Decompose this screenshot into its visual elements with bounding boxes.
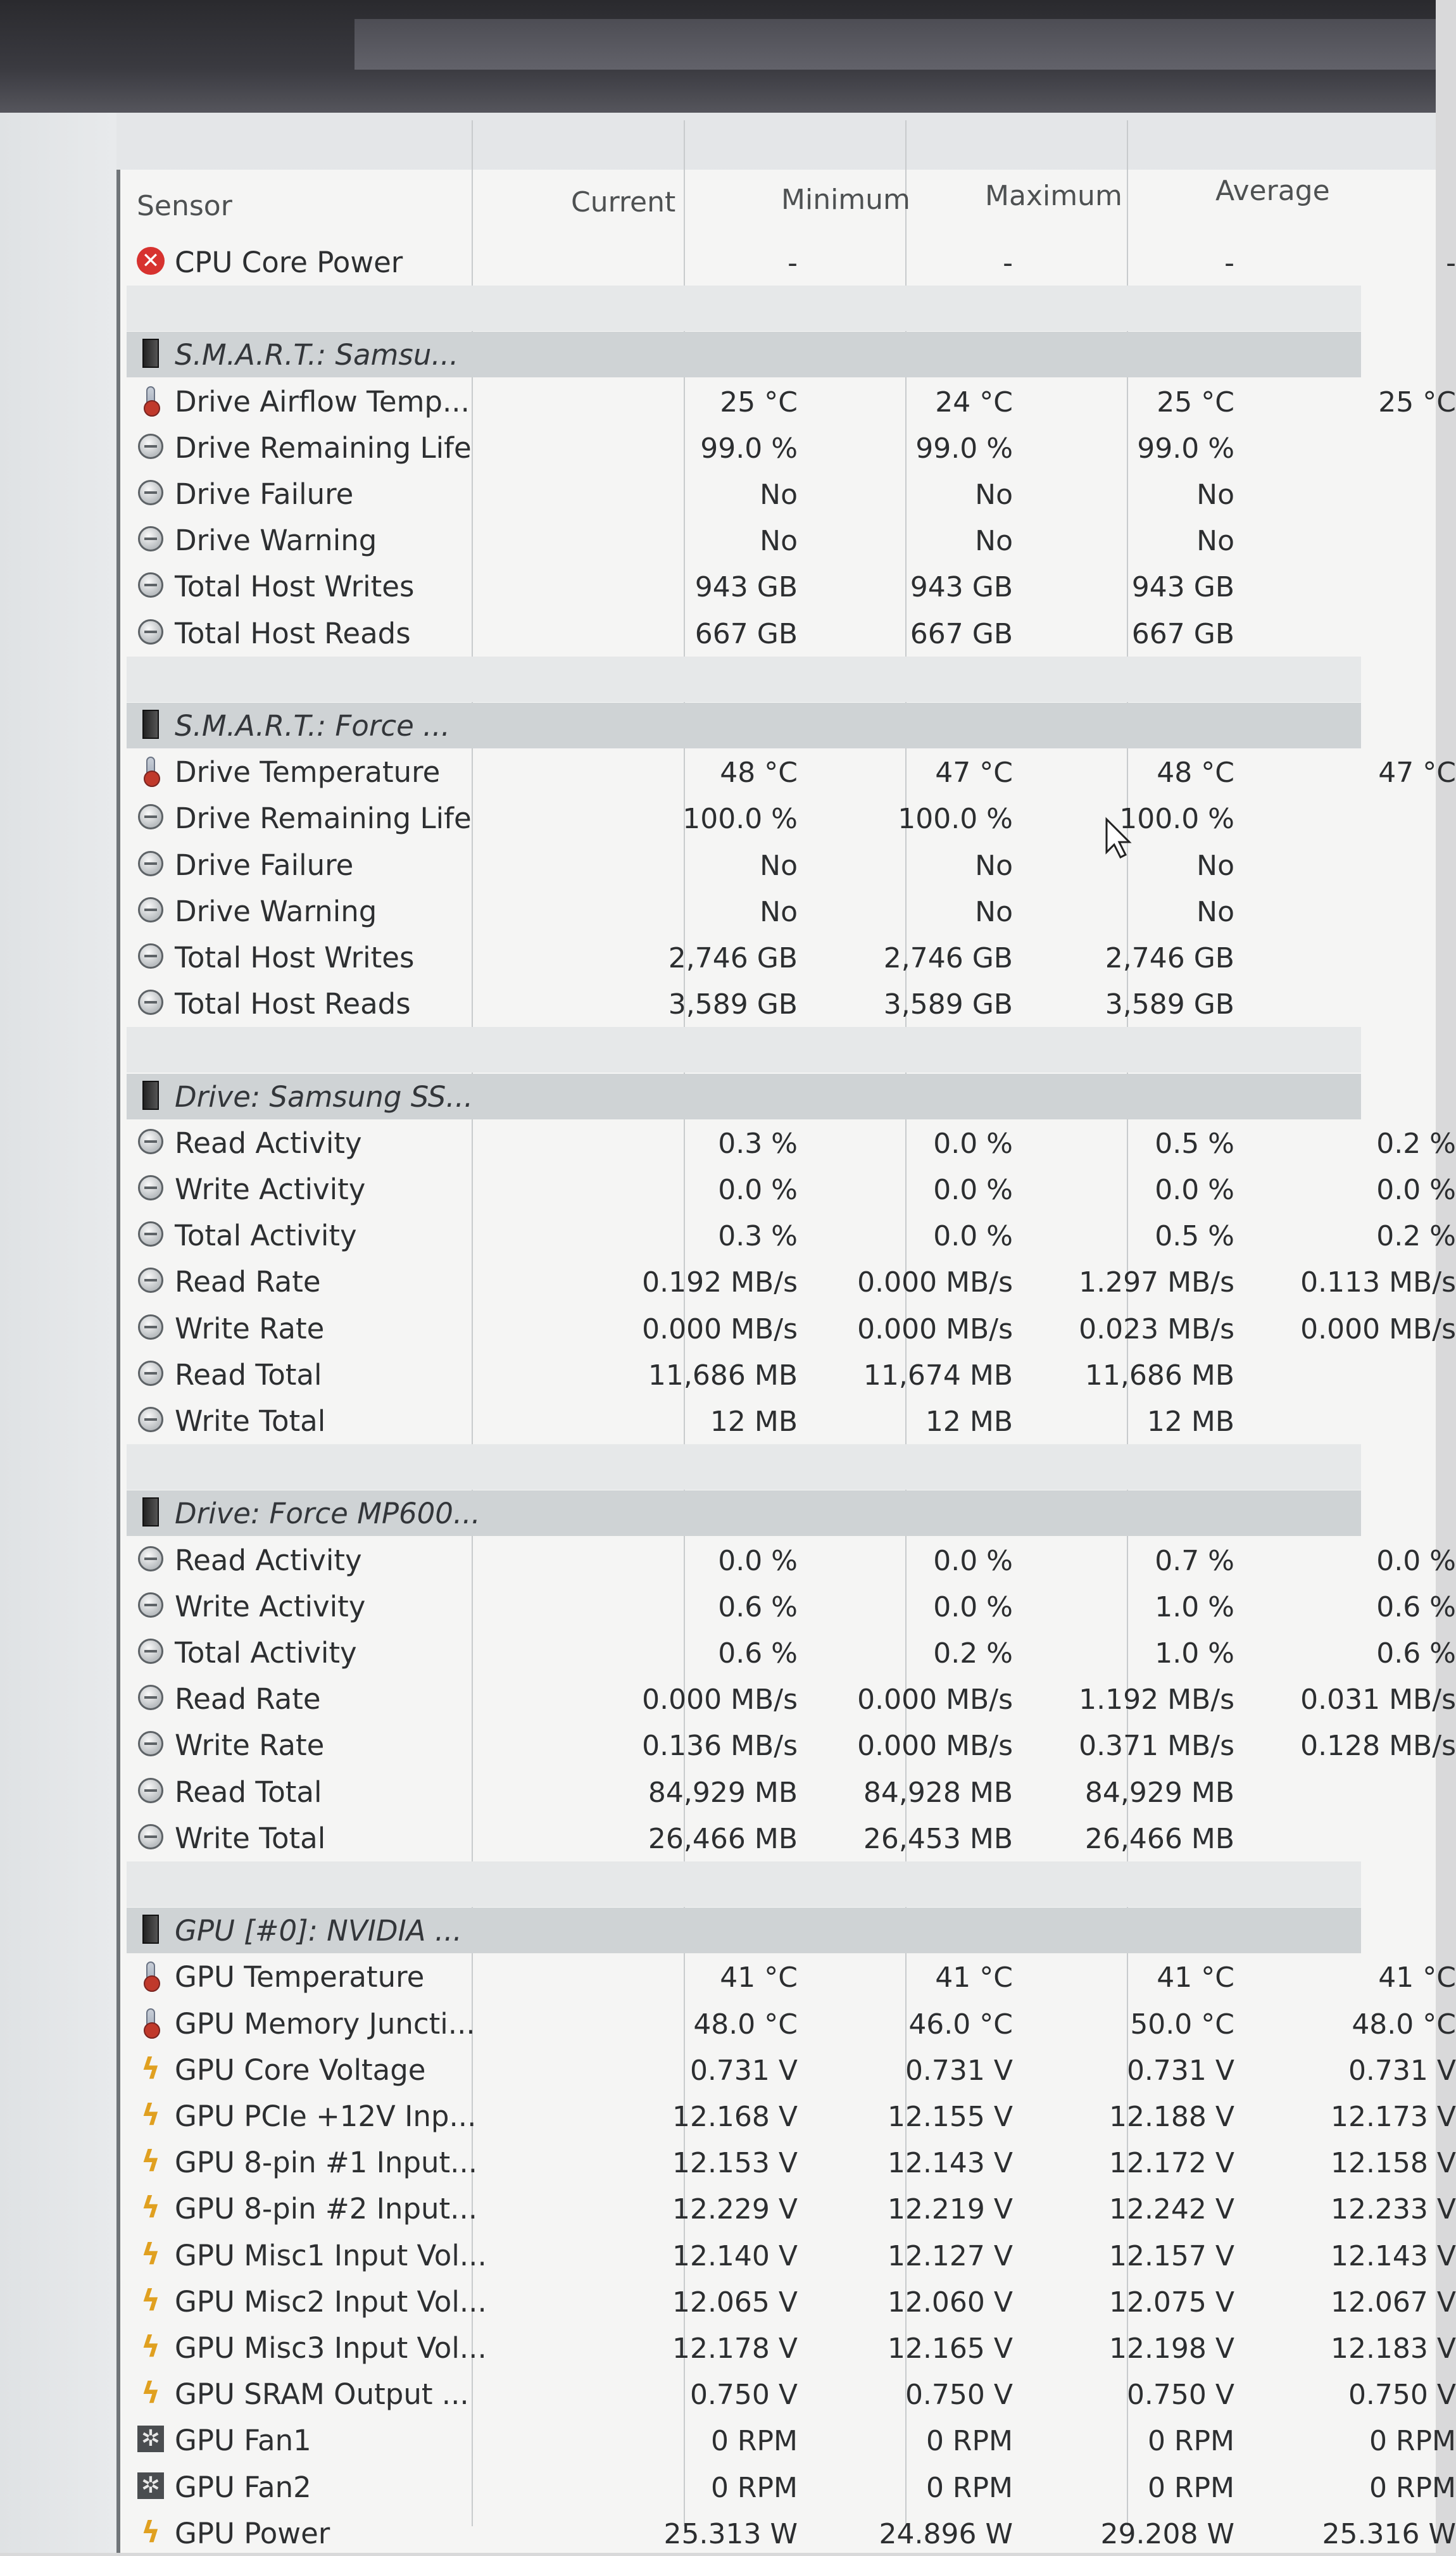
sensor-row[interactable] — [127, 935, 1361, 980]
maximum-value: 12.188 V — [1108, 2101, 1234, 2133]
sensor-row[interactable] — [127, 610, 1361, 656]
sensor-row[interactable] — [127, 1583, 1456, 1629]
bezel-highlight — [355, 19, 1436, 70]
maximum-value: 1.0 % — [1155, 1637, 1234, 1670]
sensor-row[interactable] — [127, 1676, 1456, 1722]
sensor-row[interactable] — [127, 1954, 1456, 1999]
sensor-name: Drive Temperature — [175, 755, 441, 790]
group-spacer — [127, 1861, 1361, 1907]
maximum-value: 12.242 V — [1108, 2193, 1234, 2226]
sensor-name: GPU Misc3 Input Vol... — [175, 2331, 487, 2365]
average-value: 0.0 % — [1376, 1174, 1456, 1206]
sensor-row[interactable] — [127, 1120, 1456, 1166]
current-value: 0.731 V — [689, 2054, 798, 2087]
sensor-name: Write Activity — [175, 1589, 366, 1623]
current-value: 0.3 % — [718, 1127, 798, 1160]
sensor-name: Write Activity — [175, 1173, 366, 1206]
minimum-value: 99.0 % — [915, 432, 1013, 465]
average-value: 12.158 V — [1330, 2147, 1456, 2180]
disk-icon — [135, 1914, 166, 1944]
current-value: 25 °C — [720, 386, 798, 419]
sensor-row[interactable] — [127, 2186, 1456, 2231]
current-value: 12.065 V — [672, 2286, 798, 2319]
fan-icon: ✲ — [135, 2424, 166, 2454]
group-spacer — [127, 657, 1361, 702]
minimum-value: 0.0 % — [933, 1544, 1013, 1577]
current-value: 12 MB — [710, 1406, 798, 1438]
maximum-value: 3,589 GB — [1105, 988, 1234, 1021]
column-header-average[interactable]: Average — [1215, 175, 1330, 207]
bolt-icon: ϟ — [141, 2236, 161, 2271]
sensor-row[interactable] — [127, 2232, 1456, 2278]
average-value: 12.067 V — [1330, 2286, 1456, 2319]
sensor-name: GPU Misc1 Input Vol... — [175, 2238, 487, 2272]
sensor-row[interactable] — [127, 1259, 1456, 1304]
sensor-name: Write Rate — [175, 1311, 325, 1345]
sensor-name: Drive: Samsung SS... — [175, 1080, 474, 1114]
average-value: 41 °C — [1378, 1961, 1456, 1994]
sensor-name: S.M.A.R.T.: Force ... — [175, 709, 450, 743]
sensor-row[interactable] — [127, 1352, 1361, 1397]
gauge-icon — [135, 987, 166, 1017]
minimum-value: 24 °C — [935, 386, 1013, 419]
sensor-name: GPU SRAM Output ... — [175, 2377, 469, 2412]
sensor-row[interactable] — [127, 2279, 1456, 2324]
sensor-name: GPU Fan1 — [175, 2424, 311, 2458]
sensor-name: GPU Power — [175, 2516, 330, 2550]
maximum-value: 0.0 % — [1155, 1174, 1234, 1206]
maximum-value: 48 °C — [1157, 757, 1234, 790]
gauge-icon — [135, 1544, 166, 1574]
sensor-name: GPU Fan2 — [175, 2470, 311, 2504]
current-value: 667 GB — [694, 617, 798, 650]
minimum-value: 0.0 % — [933, 1590, 1013, 1623]
average-value: 0.2 % — [1376, 1127, 1456, 1160]
gauge-icon — [135, 1312, 166, 1342]
error-icon: ✕ — [135, 246, 166, 276]
disk-icon — [135, 1497, 166, 1527]
current-value: 0.6 % — [718, 1590, 798, 1623]
sensor-name: Drive Remaining Life — [175, 431, 472, 465]
table-header — [120, 171, 1436, 241]
maximum-value: 12.157 V — [1108, 2239, 1234, 2272]
gauge-icon — [135, 1682, 166, 1713]
sensor-name: Drive Warning — [175, 524, 377, 558]
gauge-icon — [135, 1636, 166, 1666]
current-value: 11,686 MB — [648, 1359, 798, 1392]
sensor-name: Drive: Force MP600... — [175, 1497, 480, 1531]
minimum-value: - — [1003, 247, 1013, 279]
sensor-row[interactable] — [127, 1306, 1456, 1351]
sensor-group-header[interactable] — [127, 1074, 1361, 1119]
average-value: 47 °C — [1378, 757, 1456, 790]
current-value: No — [760, 849, 798, 882]
minimum-value: No — [975, 525, 1013, 558]
average-value: 0.0 % — [1376, 1544, 1456, 1577]
maximum-value: 25 °C — [1157, 386, 1234, 419]
average-value: 48.0 °C — [1352, 2008, 1456, 2041]
minimum-value: 47 °C — [935, 757, 1013, 790]
sensor-row[interactable] — [127, 471, 1361, 517]
sensor-name: GPU Misc2 Input Vol... — [175, 2284, 487, 2319]
thermometer-icon — [135, 1960, 166, 1991]
average-value: 0 RPM — [1369, 2471, 1456, 2504]
current-value: No — [760, 479, 798, 511]
sensor-name: GPU Temperature — [175, 1960, 425, 1994]
minimum-value: 0.0 % — [933, 1127, 1013, 1160]
maximum-value: No — [1196, 895, 1234, 928]
average-value: - — [1446, 247, 1456, 279]
sensor-group-header[interactable] — [127, 703, 1361, 748]
maximum-value: No — [1196, 849, 1234, 882]
maximum-value: 29.208 W — [1100, 2517, 1234, 2550]
sensor-name: GPU Memory Juncti... — [175, 2006, 475, 2041]
sensor-name: CPU Core Power — [175, 246, 403, 279]
average-value: 0.000 MB/s — [1300, 1313, 1456, 1345]
current-value: 0.192 MB/s — [642, 1266, 798, 1299]
minimum-value: 11,674 MB — [863, 1359, 1013, 1392]
sensor-row[interactable] — [127, 1769, 1361, 1815]
minimum-value: 943 GB — [910, 571, 1013, 604]
maximum-value: 1.297 MB/s — [1079, 1266, 1234, 1299]
bolt-icon: ϟ — [141, 2098, 161, 2132]
gauge-icon — [135, 1775, 166, 1806]
average-value: 0.6 % — [1376, 1637, 1456, 1670]
minimum-value: 46.0 °C — [908, 2008, 1013, 2041]
minimum-value: 0.000 MB/s — [857, 1730, 1013, 1763]
minimum-value: 12.155 V — [887, 2101, 1013, 2133]
minimum-value: 0.000 MB/s — [857, 1313, 1013, 1345]
sensor-row[interactable] — [127, 2047, 1456, 2093]
sensor-row[interactable] — [127, 2139, 1456, 2185]
sensor-name: Read Rate — [175, 1265, 321, 1299]
minimum-value: 84,928 MB — [863, 1776, 1013, 1809]
disk-icon — [135, 709, 166, 740]
maximum-value: 12.172 V — [1108, 2147, 1234, 2180]
sensor-name: GPU Core Voltage — [175, 2053, 426, 2087]
sensor-row[interactable] — [127, 425, 1361, 470]
minimum-value: 3,589 GB — [883, 988, 1013, 1021]
current-value: 0.000 MB/s — [642, 1313, 798, 1345]
current-value: 26,466 MB — [648, 1822, 798, 1855]
average-value: 25 °C — [1378, 386, 1456, 419]
sensor-row[interactable] — [127, 1630, 1456, 1675]
current-value: 0.6 % — [718, 1637, 798, 1670]
current-value: 99.0 % — [700, 432, 798, 465]
bolt-icon: ϟ — [141, 2329, 161, 2364]
sensor-row[interactable] — [127, 749, 1456, 795]
current-value: 0.136 MB/s — [642, 1730, 798, 1763]
sensor-name: Total Host Reads — [175, 616, 411, 650]
sensor-row[interactable] — [127, 2325, 1456, 2370]
sensor-row[interactable] — [127, 2464, 1456, 2510]
gauge-icon — [135, 1126, 166, 1157]
sensor-row[interactable] — [127, 1166, 1456, 1212]
average-value: 12.183 V — [1330, 2333, 1456, 2365]
current-value: 12.229 V — [672, 2193, 798, 2226]
disk-icon — [135, 1080, 166, 1111]
gauge-icon — [135, 1358, 166, 1388]
sensor-row[interactable] — [127, 842, 1361, 888]
sensor-name: Read Rate — [175, 1682, 321, 1716]
group-spacer — [127, 1444, 1361, 1490]
maximum-value: 41 °C — [1157, 1961, 1234, 1994]
minimum-value: 41 °C — [935, 1961, 1013, 1994]
current-value: 12.153 V — [672, 2147, 798, 2180]
current-value: 48 °C — [720, 757, 798, 790]
sensor-row[interactable] — [127, 888, 1361, 934]
minimum-value: 26,453 MB — [863, 1822, 1013, 1855]
gauge-icon — [135, 617, 166, 647]
thermometer-icon — [135, 2007, 166, 2037]
sensor-name: Drive Airflow Temp... — [175, 384, 470, 419]
sensor-name: Total Activity — [175, 1636, 357, 1670]
bolt-icon: ϟ — [141, 2376, 161, 2410]
minimum-value: 100.0 % — [898, 803, 1013, 836]
mouse-cursor-icon — [1103, 817, 1134, 861]
bolt-icon: ϟ — [141, 2144, 161, 2179]
current-value: 2,746 GB — [668, 942, 798, 974]
minimum-value: 0 RPM — [926, 2471, 1013, 2504]
minimum-value: No — [975, 479, 1013, 511]
sensor-row[interactable] — [127, 2510, 1456, 2556]
maximum-value: 12.075 V — [1108, 2286, 1234, 2319]
current-value: 41 °C — [720, 1961, 798, 1994]
average-value: 0.031 MB/s — [1300, 1684, 1456, 1716]
sensor-name: Read Total — [175, 1357, 322, 1392]
average-value: 0.2 % — [1376, 1220, 1456, 1253]
group-spacer — [127, 1027, 1361, 1073]
sensor-name: Drive Remaining Life — [175, 802, 472, 836]
gauge-icon — [135, 477, 166, 508]
average-value: 12.173 V — [1330, 2101, 1456, 2133]
maximum-value: 667 GB — [1131, 617, 1234, 650]
maximum-value: 84,929 MB — [1084, 1776, 1234, 1809]
bolt-icon: ϟ — [141, 2514, 161, 2549]
sensor-row[interactable] — [127, 1398, 1361, 1444]
minimum-value: 0.000 MB/s — [857, 1266, 1013, 1299]
maximum-value: No — [1196, 525, 1234, 558]
sensor-name: GPU PCIe +12V Inp... — [175, 2100, 477, 2133]
minimum-value: 0.000 MB/s — [857, 1684, 1013, 1716]
group-spacer — [127, 286, 1361, 331]
maximum-value: 0 RPM — [1147, 2471, 1234, 2504]
sensor-name: Drive Failure — [175, 848, 354, 882]
column-header-maximum[interactable]: Maximum — [985, 180, 1122, 212]
minimum-value: 0.2 % — [933, 1637, 1013, 1670]
monitor-bezel — [0, 0, 1436, 113]
gauge-icon — [135, 848, 166, 879]
current-value: 0.750 V — [689, 2379, 798, 2412]
minimum-value: 12.143 V — [887, 2147, 1013, 2180]
current-value: - — [788, 247, 798, 279]
maximum-value: 12 MB — [1146, 1406, 1234, 1438]
minimum-value: 0.0 % — [933, 1174, 1013, 1206]
sensor-name: GPU 8-pin #2 Input... — [175, 2192, 478, 2226]
fan-icon: ✲ — [135, 2471, 166, 2501]
maximum-value: 0.5 % — [1155, 1220, 1234, 1253]
maximum-value: 943 GB — [1131, 571, 1234, 604]
average-value: 0.113 MB/s — [1300, 1266, 1456, 1299]
maximum-value: 0.371 MB/s — [1079, 1730, 1234, 1763]
sensor-name: Total Host Reads — [175, 987, 411, 1021]
maximum-value: 0 RPM — [1147, 2425, 1234, 2458]
maximum-value: 0.7 % — [1155, 1544, 1234, 1577]
minimum-value: 12.165 V — [887, 2333, 1013, 2365]
current-value: 25.313 W — [663, 2517, 798, 2550]
maximum-value: 2,746 GB — [1105, 942, 1234, 974]
sensor-row[interactable] — [127, 517, 1361, 563]
current-value: 0.0 % — [718, 1544, 798, 1577]
sensor-name: S.M.A.R.T.: Samsu... — [175, 338, 459, 372]
minimum-value: No — [975, 849, 1013, 882]
gauge-icon — [135, 1173, 166, 1203]
thermometer-icon — [135, 755, 166, 786]
minimum-value: 2,746 GB — [883, 942, 1013, 974]
current-value: 0 RPM — [710, 2471, 798, 2504]
sensor-row[interactable] — [127, 379, 1456, 424]
minimum-value: 12.127 V — [887, 2239, 1013, 2272]
average-value: 12.143 V — [1330, 2239, 1456, 2272]
sensor-row[interactable] — [127, 981, 1361, 1026]
maximum-value: 0.731 V — [1126, 2054, 1234, 2087]
sensor-name: Total Host Writes — [175, 570, 415, 604]
current-value: 0.3 % — [718, 1220, 798, 1253]
maximum-value: 0.5 % — [1155, 1127, 1234, 1160]
disk-icon — [135, 338, 166, 368]
maximum-value: 12.198 V — [1108, 2333, 1234, 2365]
sensor-name: Read Activity — [175, 1543, 362, 1577]
sensor-row[interactable] — [127, 795, 1361, 841]
maximum-value: 1.0 % — [1155, 1590, 1234, 1623]
sensor-row[interactable] — [127, 2417, 1456, 2463]
minimum-value: 0.750 V — [905, 2379, 1013, 2412]
minimum-value: 0.731 V — [905, 2054, 1013, 2087]
average-value: 0 RPM — [1369, 2425, 1456, 2458]
maximum-value: 99.0 % — [1137, 432, 1234, 465]
sensor-row[interactable] — [127, 563, 1361, 609]
sensor-name: GPU [#0]: NVIDIA ... — [175, 1914, 462, 1948]
column-header-minimum[interactable]: Minimum — [781, 184, 910, 216]
current-value: 48.0 °C — [693, 2008, 798, 2041]
gauge-icon — [135, 1590, 166, 1620]
maximum-value: 11,686 MB — [1084, 1359, 1234, 1392]
current-value: No — [760, 895, 798, 928]
sensor-name: Total Host Writes — [175, 941, 415, 974]
sensor-name: Total Activity — [175, 1219, 357, 1253]
maximum-value: 26,466 MB — [1084, 1822, 1234, 1855]
current-value: 3,589 GB — [668, 988, 798, 1021]
sensor-name: Read Activity — [175, 1126, 362, 1160]
sensor-row[interactable] — [127, 1537, 1456, 1583]
sensor-name: Read Total — [175, 1775, 322, 1809]
current-value: 12.168 V — [672, 2101, 798, 2133]
sensor-name: Write Total — [175, 1821, 326, 1855]
sensor-group-header[interactable] — [127, 332, 1361, 377]
sensor-row[interactable] — [127, 1212, 1456, 1258]
bolt-icon: ϟ — [141, 2282, 161, 2317]
maximum-value: 0.750 V — [1126, 2379, 1234, 2412]
sensor-name: Drive Warning — [175, 894, 377, 928]
current-value: 84,929 MB — [648, 1776, 798, 1809]
left-pane — [0, 113, 116, 2553]
sensor-row[interactable] — [127, 2001, 1456, 2046]
maximum-value: 100.0 % — [1119, 803, 1234, 836]
sensor-group-header[interactable] — [127, 1490, 1361, 1536]
sensor-name: Drive Failure — [175, 477, 354, 511]
minimum-value: 12.060 V — [887, 2286, 1013, 2319]
average-value: 0.128 MB/s — [1300, 1730, 1456, 1763]
minimum-value: 12 MB — [925, 1406, 1013, 1438]
gauge-icon — [135, 1728, 166, 1759]
gauge-icon — [135, 570, 166, 600]
gauge-icon — [135, 431, 166, 462]
gauge-icon — [135, 895, 166, 925]
current-value: 0.0 % — [718, 1174, 798, 1206]
minimum-value: 667 GB — [910, 617, 1013, 650]
gauge-icon — [135, 1822, 166, 1852]
current-value: 12.140 V — [672, 2239, 798, 2272]
bolt-icon: ϟ — [141, 2051, 161, 2086]
average-value: 0.750 V — [1348, 2379, 1456, 2412]
maximum-value: 50.0 °C — [1130, 2008, 1234, 2041]
minimum-value: 0 RPM — [926, 2425, 1013, 2458]
average-value: 25.316 W — [1322, 2517, 1456, 2550]
gauge-icon — [135, 1219, 166, 1249]
sensor-row[interactable] — [127, 2093, 1456, 2139]
thermometer-icon — [135, 385, 166, 415]
minimum-value: 24.896 W — [879, 2517, 1013, 2550]
gauge-icon — [135, 802, 166, 832]
current-value: 12.178 V — [672, 2333, 798, 2365]
sensor-name: Write Rate — [175, 1728, 325, 1763]
column-header-sensor[interactable]: Sensor — [137, 190, 232, 222]
gauge-icon — [135, 1265, 166, 1295]
gauge-icon — [135, 941, 166, 971]
maximum-value: No — [1196, 479, 1234, 511]
current-value: 100.0 % — [682, 803, 798, 836]
sensor-row[interactable] — [127, 1722, 1456, 1768]
sensor-row[interactable] — [127, 2371, 1456, 2417]
current-value: 943 GB — [694, 571, 798, 604]
current-value: No — [760, 525, 798, 558]
average-value: 0.6 % — [1376, 1590, 1456, 1623]
sensor-row[interactable] — [127, 239, 1456, 285]
sensor-name: GPU 8-pin #1 Input... — [175, 2146, 478, 2180]
sensor-group-header[interactable] — [127, 1908, 1361, 1953]
minimum-value: No — [975, 895, 1013, 928]
gauge-icon — [135, 524, 166, 554]
maximum-value: 1.192 MB/s — [1079, 1684, 1234, 1716]
average-value: 0.731 V — [1348, 2054, 1456, 2087]
average-value: 12.233 V — [1330, 2193, 1456, 2226]
current-value: 0.000 MB/s — [642, 1684, 798, 1716]
current-value: 0 RPM — [710, 2425, 798, 2458]
sensor-name: Write Total — [175, 1404, 326, 1438]
column-header-current[interactable]: Current — [571, 186, 676, 218]
gauge-icon — [135, 1404, 166, 1435]
sensor-row[interactable] — [127, 1815, 1361, 1861]
maximum-value: - — [1224, 247, 1234, 279]
minimum-value: 0.0 % — [933, 1220, 1013, 1253]
bolt-icon: ϟ — [141, 2190, 161, 2225]
maximum-value: 0.023 MB/s — [1079, 1313, 1234, 1345]
minimum-value: 12.219 V — [887, 2193, 1013, 2226]
